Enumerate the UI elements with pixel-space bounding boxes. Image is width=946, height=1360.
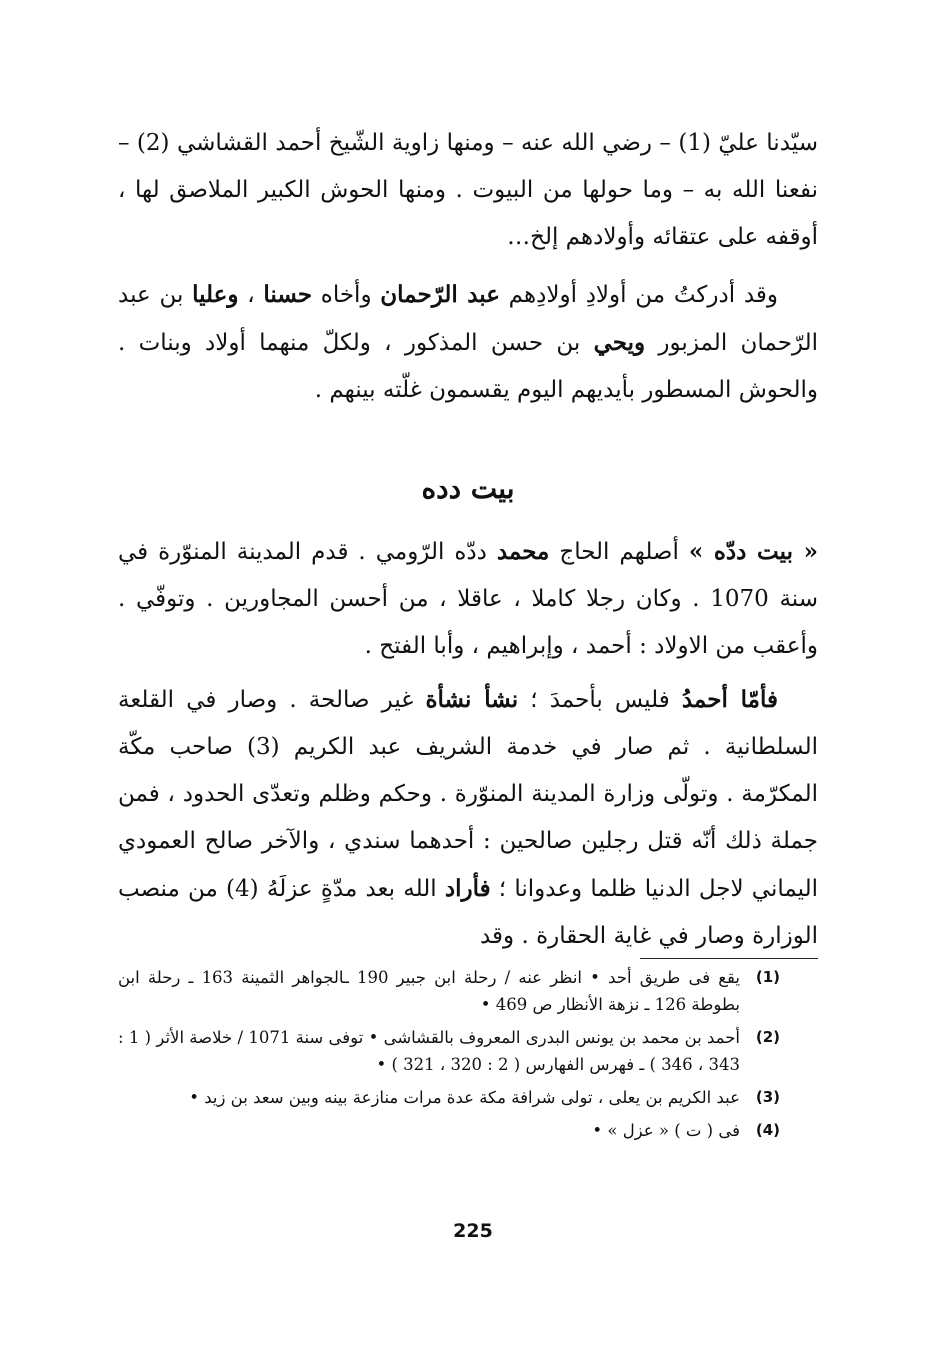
paragraph-2-text-i: بن حسن المذكور ، ولكلّ منهما أولاد وبنات . والحوش المسطور بأيديهم اليوم يقسمون غلّته بينهم . <box>118 330 818 403</box>
paragraph-2-text-g: بن عبد الرّحمان المزبور <box>118 282 819 356</box>
paragraph-4 <box>118 676 818 960</box>
paragraph-1 <box>118 120 818 261</box>
main-text-column <box>118 120 818 960</box>
paragraph-2-text-a: وقد أدركتُ من أولادِ أولادِهم <box>499 282 778 308</box>
paragraph-4-text-f: الله بعد مدّةٍ عزلَهُ (4) من منصب الوزارة وصار في غاية الحقارة . وقد <box>118 876 818 949</box>
footnote-1 <box>118 964 780 1018</box>
paragraph-4-text-b: فليس بأحمدَ ؛ <box>518 687 682 713</box>
name-ahmad: فأمّا أحمدُ <box>681 686 778 713</box>
section-title: بيت دده <box>421 472 515 505</box>
footnotes <box>118 964 780 1150</box>
name-yahya: ويحي <box>593 329 646 356</box>
paragraph-1-text: سيّدنا عليّ (1) – رضي الله عنه – ومنها زاوية الشّيخ أحمد القشاشي (2) – نفعنا الله به – وما حولها من البيوت . ومنها الحوش الكبير الملاصق لها ، أوقفه على عتقائه وأولادهم إلخ… <box>118 130 818 250</box>
word-faarad: فأراد <box>444 875 491 902</box>
footnote-number: (4) <box>755 1121 780 1139</box>
footnote-number: (2) <box>755 1028 780 1046</box>
footnote-text: يقع فى طريق أحد • انظر عنه / رحلة ابن جبير 190 ـالجواهر الثمينة 163 ـ رحلة ابن بطوطة 126 ـ نزهة الأنظار ص 469 • <box>118 968 740 1014</box>
page-number: 225 <box>453 1220 493 1242</box>
name-ali: وعليا <box>192 281 239 308</box>
paragraph-3-text-d: ددّه الرّومي . قدم المدينة المنوّرة في سنة 1070 . وكان رجلا كاملا ، عاقلا ، من أحسن المجاورين . وتوفّي . وأعقب من الاولاد : أحمد ، وإبراهيم ، وأبا الفتح . <box>118 539 818 659</box>
footnote-number: (3) <box>755 1088 780 1106</box>
phrase-nasha-nasha: نشأ نشأة <box>425 686 519 713</box>
name-abd-al-rahman: عبد الرّحمان <box>380 281 500 308</box>
footnote-divider <box>640 958 818 959</box>
footnote-text: عبد الكريم بن يعلى ، تولى شرافة مكة عدة مرات منازعة بينه وبين سعد بن زيد • <box>189 1088 740 1107</box>
footnote-3 <box>118 1084 780 1111</box>
paragraph-4-text-d: غير صالحة . وصار في القلعة السلطانية . ثم صار في خدمة الشريف عبد الكريم (3) صاحب مكّة المكرّمة . وتولّى وزارة المدينة المنوّرة . وحكم وظلم وتعدّى الحدود ، فمن جملة ذلك أنّه قتل رجلين صالحين : أحدهما سندي ، والآخر صالح العمودي اليماني لاجل الدنيا ظلما وعدوانا ؛ <box>118 687 819 902</box>
footnote-2 <box>118 1024 780 1078</box>
paragraph-2-text-c: وأخاه <box>312 282 381 308</box>
paragraph-2 <box>118 271 818 414</box>
paragraph-2-text-e: ، <box>238 282 264 308</box>
footnote-text: فى ( ت ) « عزل » • <box>592 1121 740 1140</box>
paragraph-3 <box>118 528 818 670</box>
footnote-text: أحمد بن محمد بن يونس البدرى المعروف بالقشاشى • توفى سنة 1071 / خلاصة الأثر ( 1 : 343 ، 346 ) ـ فهرس الفهارس ( 2 : 320 ، 321 ) • <box>118 1028 740 1074</box>
footnote-number: (1) <box>755 968 780 986</box>
name-hasan: حسنا <box>263 281 313 308</box>
house-name: « بيت ددّه » <box>688 538 819 565</box>
name-muhammad: محمد <box>496 538 550 565</box>
paragraph-3-text-b: أصلهم الحاج <box>549 539 689 565</box>
footnote-4 <box>118 1117 780 1144</box>
